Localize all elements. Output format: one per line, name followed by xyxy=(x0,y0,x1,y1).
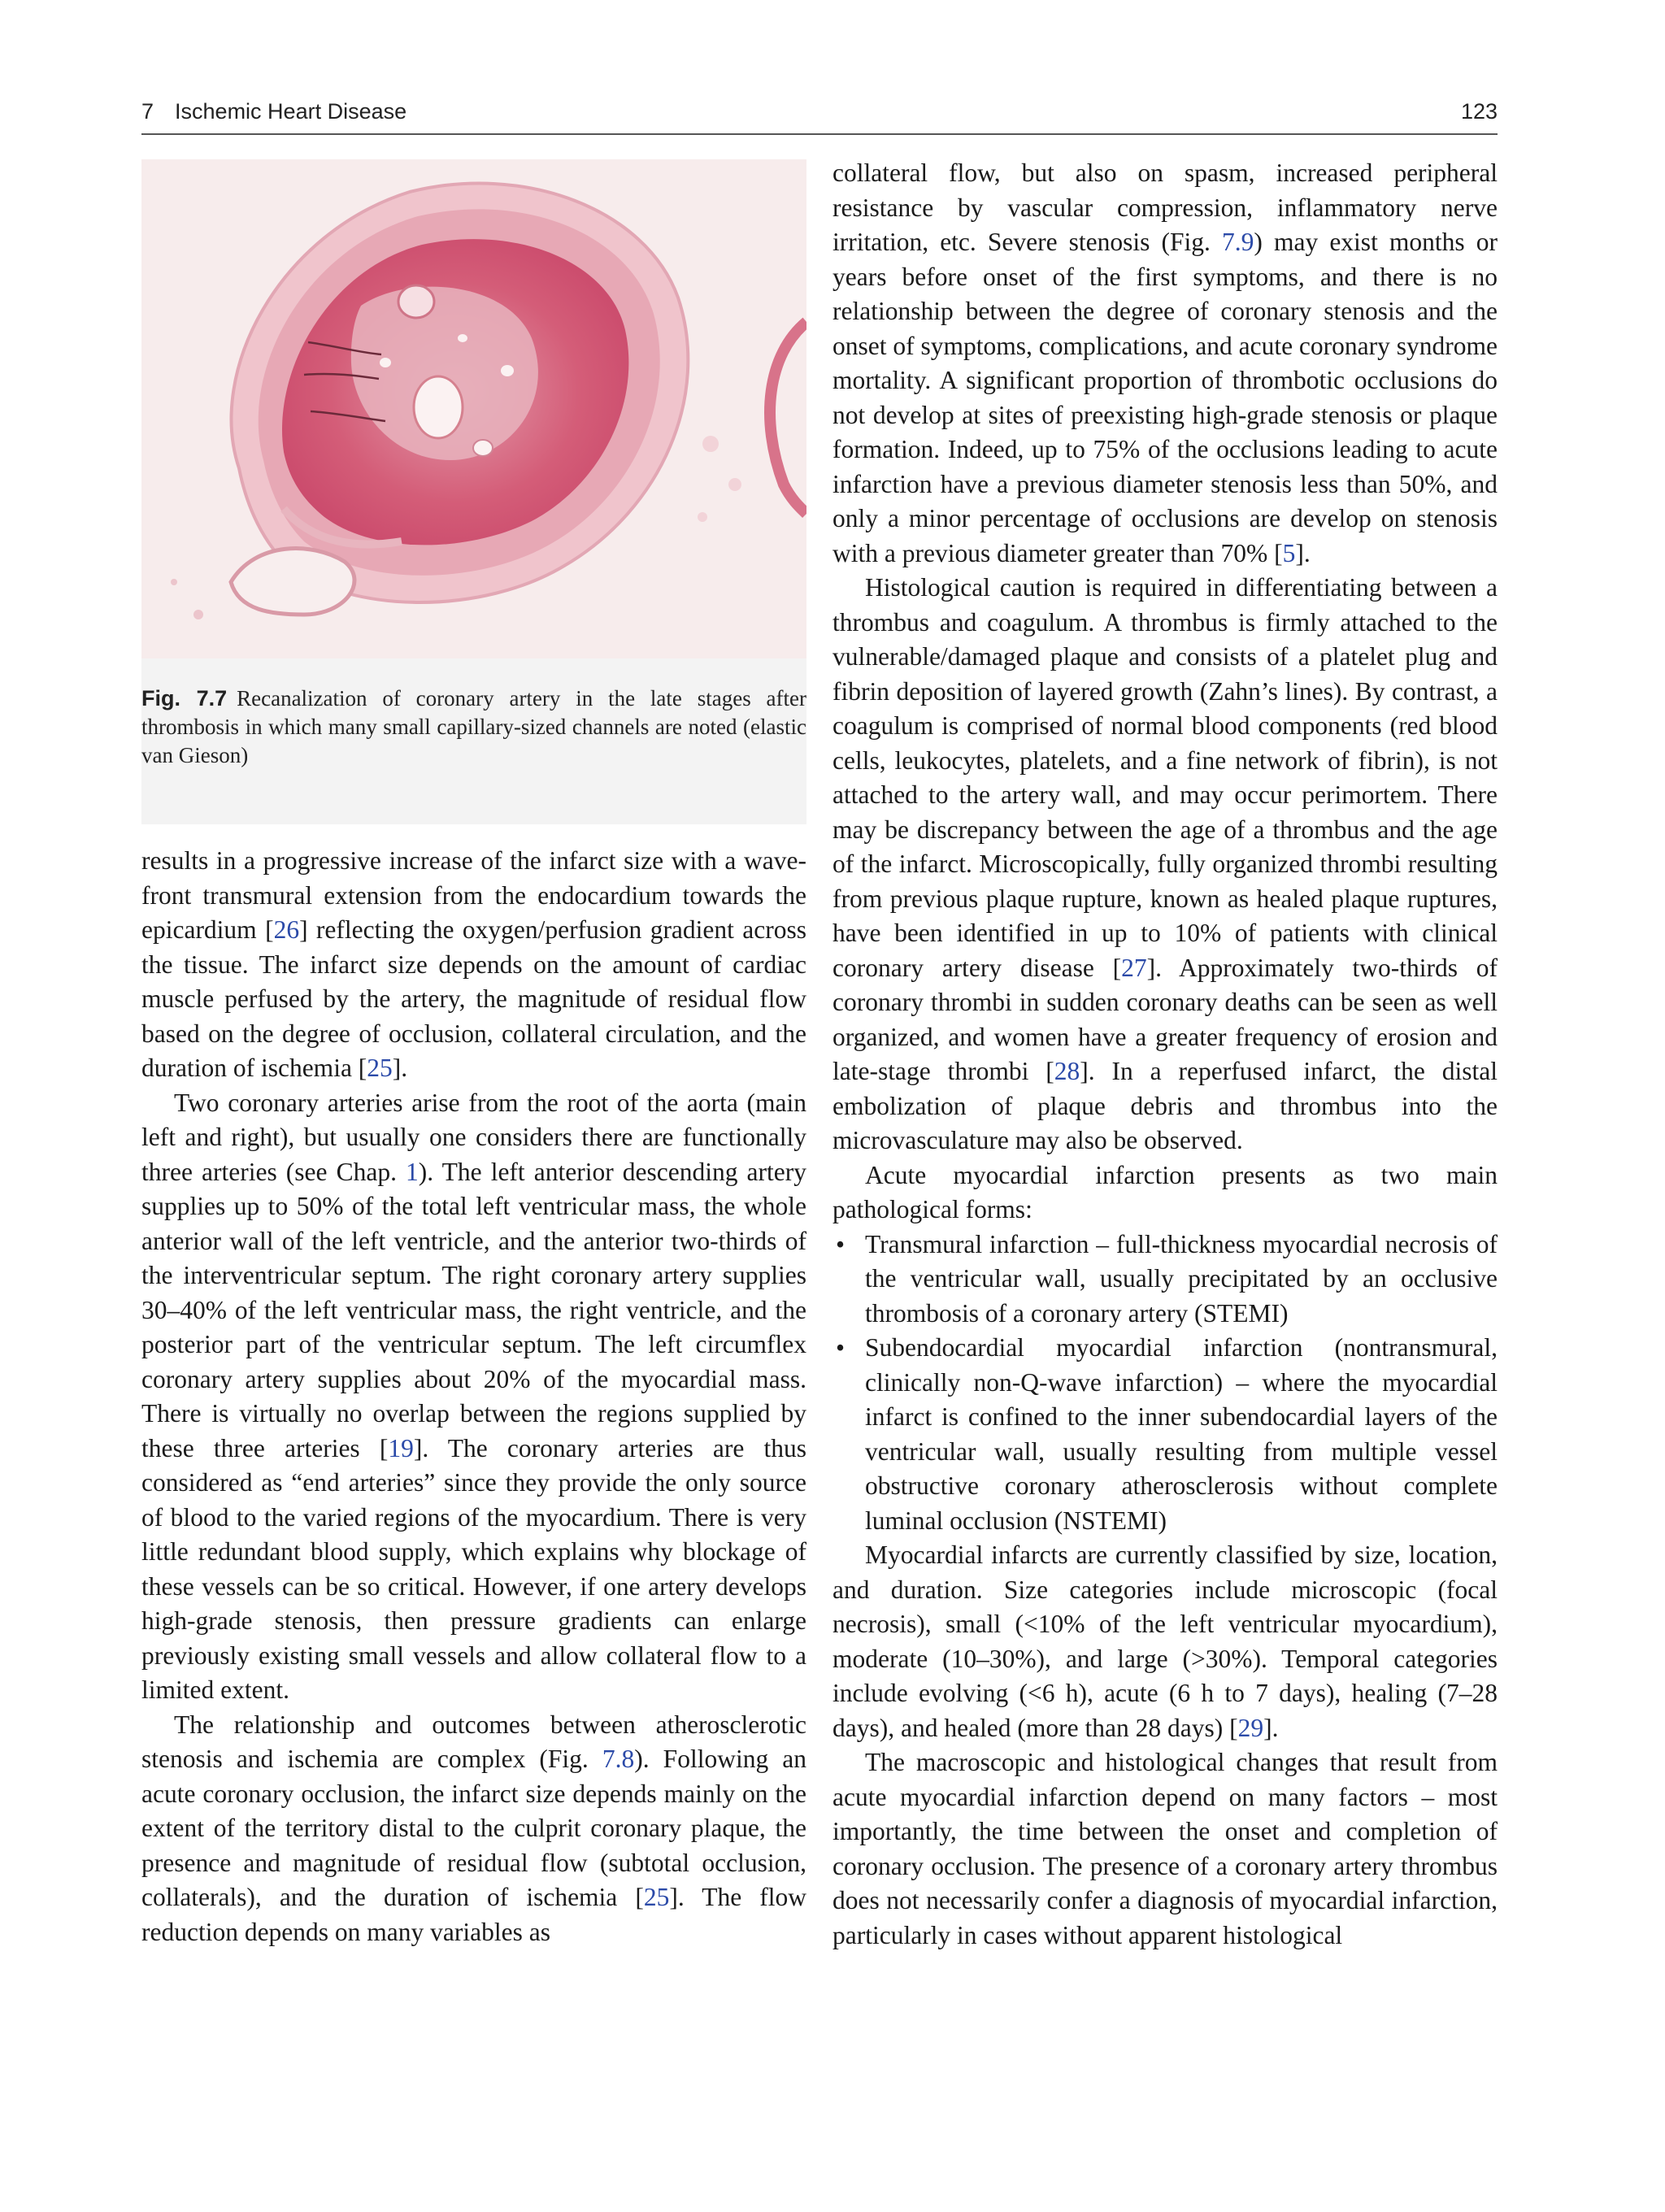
paragraph: results in a progressive increase of the infarct size with a wave-front transmural extension from the endocardium towards the epicardium [26] reflecting the oxygen/perfusion gradient across the tissue. The infarct size depends on the amount of cardiac muscle perfused by the artery, the magnitude of residual flow based on the degree of occlusion, collateral circulation, and the duration of ischemia [25]. xyxy=(141,846,806,1082)
citation-link[interactable]: 7.8 xyxy=(602,1745,635,1773)
running-header xyxy=(141,96,1498,135)
citation-link[interactable]: 7.9 xyxy=(1222,228,1254,256)
paragraph: The relationship and outcomes between atherosclerotic stenosis and ischemia are complex (Fig. 7.8). Following an acute coronary occlusion, the infarct size depends mainly on the extent of the territory distal to the culprit coronary plaque, the presence and magnitude of residual flow (subtotal occlusion, collaterals), and the duration of ischemia [25]. The flow reduction depends on many variables as xyxy=(141,1710,806,1946)
histology-image xyxy=(141,159,806,658)
citation-link[interactable]: 5 xyxy=(1282,538,1296,567)
paragraph: Acute myocardial infarction presents as two main pathological forms: xyxy=(832,1160,1498,1223)
figure-7-7 xyxy=(141,159,806,824)
chapter-title: Ischemic Heart Disease xyxy=(175,99,407,124)
right-column xyxy=(832,156,1498,1953)
list-item xyxy=(832,1331,1498,1538)
left-column xyxy=(141,844,806,1949)
figure-caption xyxy=(141,684,806,770)
figure-caption-text: Recanalization of coronary artery in the late stages after thrombosis in which many small capillary-sized channels are noted (elastic van Gieson) xyxy=(141,686,806,767)
figure-label: Fig. 7.7 xyxy=(141,686,228,711)
chapter-heading xyxy=(141,99,406,124)
paragraph: The macroscopic and histological changes that result from acute myocardial infarction depend on many factors – most importantly, the time between the onset and completion of coronary occlusion. The presence of a coronary artery thrombus does not necessarily confer a diagnosis of myocardial infarction, particularly in cases without apparent histological xyxy=(832,1748,1498,1949)
list-item-text: Subendocardial myocardial infarction (nontransmural, clinically non-Q-wave infarction) – where the myocardial infarct is confined to the inner subendocardial layers of the ventricular wall, usually resulting from multiple vessel obstructive coronary atherosclerosis without complete luminal occlusion (NSTEMI) xyxy=(865,1333,1498,1535)
citation-link[interactable]: 25 xyxy=(367,1054,393,1082)
paragraph: collateral flow, but also on spasm, increased peripheral resistance by vascular compression, inflammatory nerve irritation, etc. Severe stenosis (Fig. 7.9) may exist months or years before onset of the first symptoms, and there is no relationship between the degree of coronary stenosis and the onset of symptoms, complications, and acute coronary syndrome mortality. A significant proportion of thrombotic occlusions do not develop at sites of preexisting high-grade stenosis or plaque formation. Indeed, up to 75% of the occlusions leading to acute infarction have a previous diameter stenosis less than 50%, and only a minor percentage of occlusions are develop on stenosis with a previous diameter greater than 70% [5]. xyxy=(832,159,1498,567)
coronary-artery-micrograph xyxy=(141,159,806,658)
paragraph: Two coronary arteries arise from the root of the aorta (main left and right), but usually one considers there are functionally three arteries (see Chap. 1). The left anterior descending artery supplies up to 50% of the total left ventricular mass, the whole anterior wall of the left ventricle, and the anterior two-thirds of the interventricular septum. The right coronary artery supplies 30–40% of the left ventricular mass, the right ventricle, and the posterior part of the ventricular septum. The left circumflex coronary artery supplies about 20% of the myocardial mass. There is virtually no overlap between the regions supplied by these three arteries [19]. The coronary arteries are thus considered as “end arteries” since they provide the only source of blood to the varied regions of the myocardium. There is very little redundant blood supply, which explains why blockage of these vessels can be so critical. However, if one artery develops high-grade stenosis, then pressure gradients can enlarge previously existing small vessels and allow collateral flow to a limited extent. xyxy=(141,1088,807,1704)
paragraph: Histological caution is required in differentiating between a thrombus and coagulum. A thrombus is firmly attached to the vulnerable/damaged plaque and consists of a platelet plug and fibrin deposition of layered growth (Zahn’s lines). By contrast, a coagulum is comprised of normal blood components (red blood cells, leukocytes, platelets, and a fine network of fibrin), is not attached to the artery wall, and may occur perimortem. There may be discrepancy between the age of a thrombus and the age of the infarct. Microscopically, fully organized thrombi resulting from previous plaque rupture, known as healed plaque ruptures, have been identified in up to 10% of patients with clinical coronary artery disease [27]. Approximately two-thirds of coronary thrombi in sudden coronary deaths can be seen as well organized, and women have a greater frequency of erosion and late-stage thrombi [28]. In a reperfused infarct, the distal embolization of plaque debris and thrombus into the microvasculature may also be observed. xyxy=(832,573,1498,1154)
citation-link[interactable]: 27 xyxy=(1121,953,1147,982)
paragraph: Myocardial infarcts are currently classified by size, location, and duration. Size categories include microscopic (focal necrosis), small (<10% of the left ventricular myocardium), moderate (10–30%), and large (>30%). Temporal categories include evolving (<6 h), acute (6 h to 7 days), healing (7–28 days), and healed (more than 28 days) [29]. xyxy=(832,1541,1498,1742)
citation-link[interactable]: 29 xyxy=(1237,1713,1264,1742)
list-item xyxy=(832,1228,1498,1332)
bullet-marker: • xyxy=(836,1333,846,1362)
list-item-text: Transmural infarction – full-thickness myocardial necrosis of the ventricular wall, usually precipitated by an occlusive thrombosis of a coronary artery (STEMI) xyxy=(865,1229,1498,1328)
citation-link[interactable]: 19 xyxy=(388,1433,414,1462)
citation-link[interactable]: 28 xyxy=(1054,1057,1080,1085)
citation-link[interactable]: 25 xyxy=(643,1883,670,1911)
citation-link[interactable]: 26 xyxy=(273,915,300,944)
page-number: 123 xyxy=(1460,99,1498,124)
bullet-list xyxy=(832,1228,1498,1539)
citation-link[interactable]: 1 xyxy=(406,1157,419,1186)
chapter-number: 7 xyxy=(141,99,154,124)
bullet-marker: • xyxy=(836,1229,846,1258)
